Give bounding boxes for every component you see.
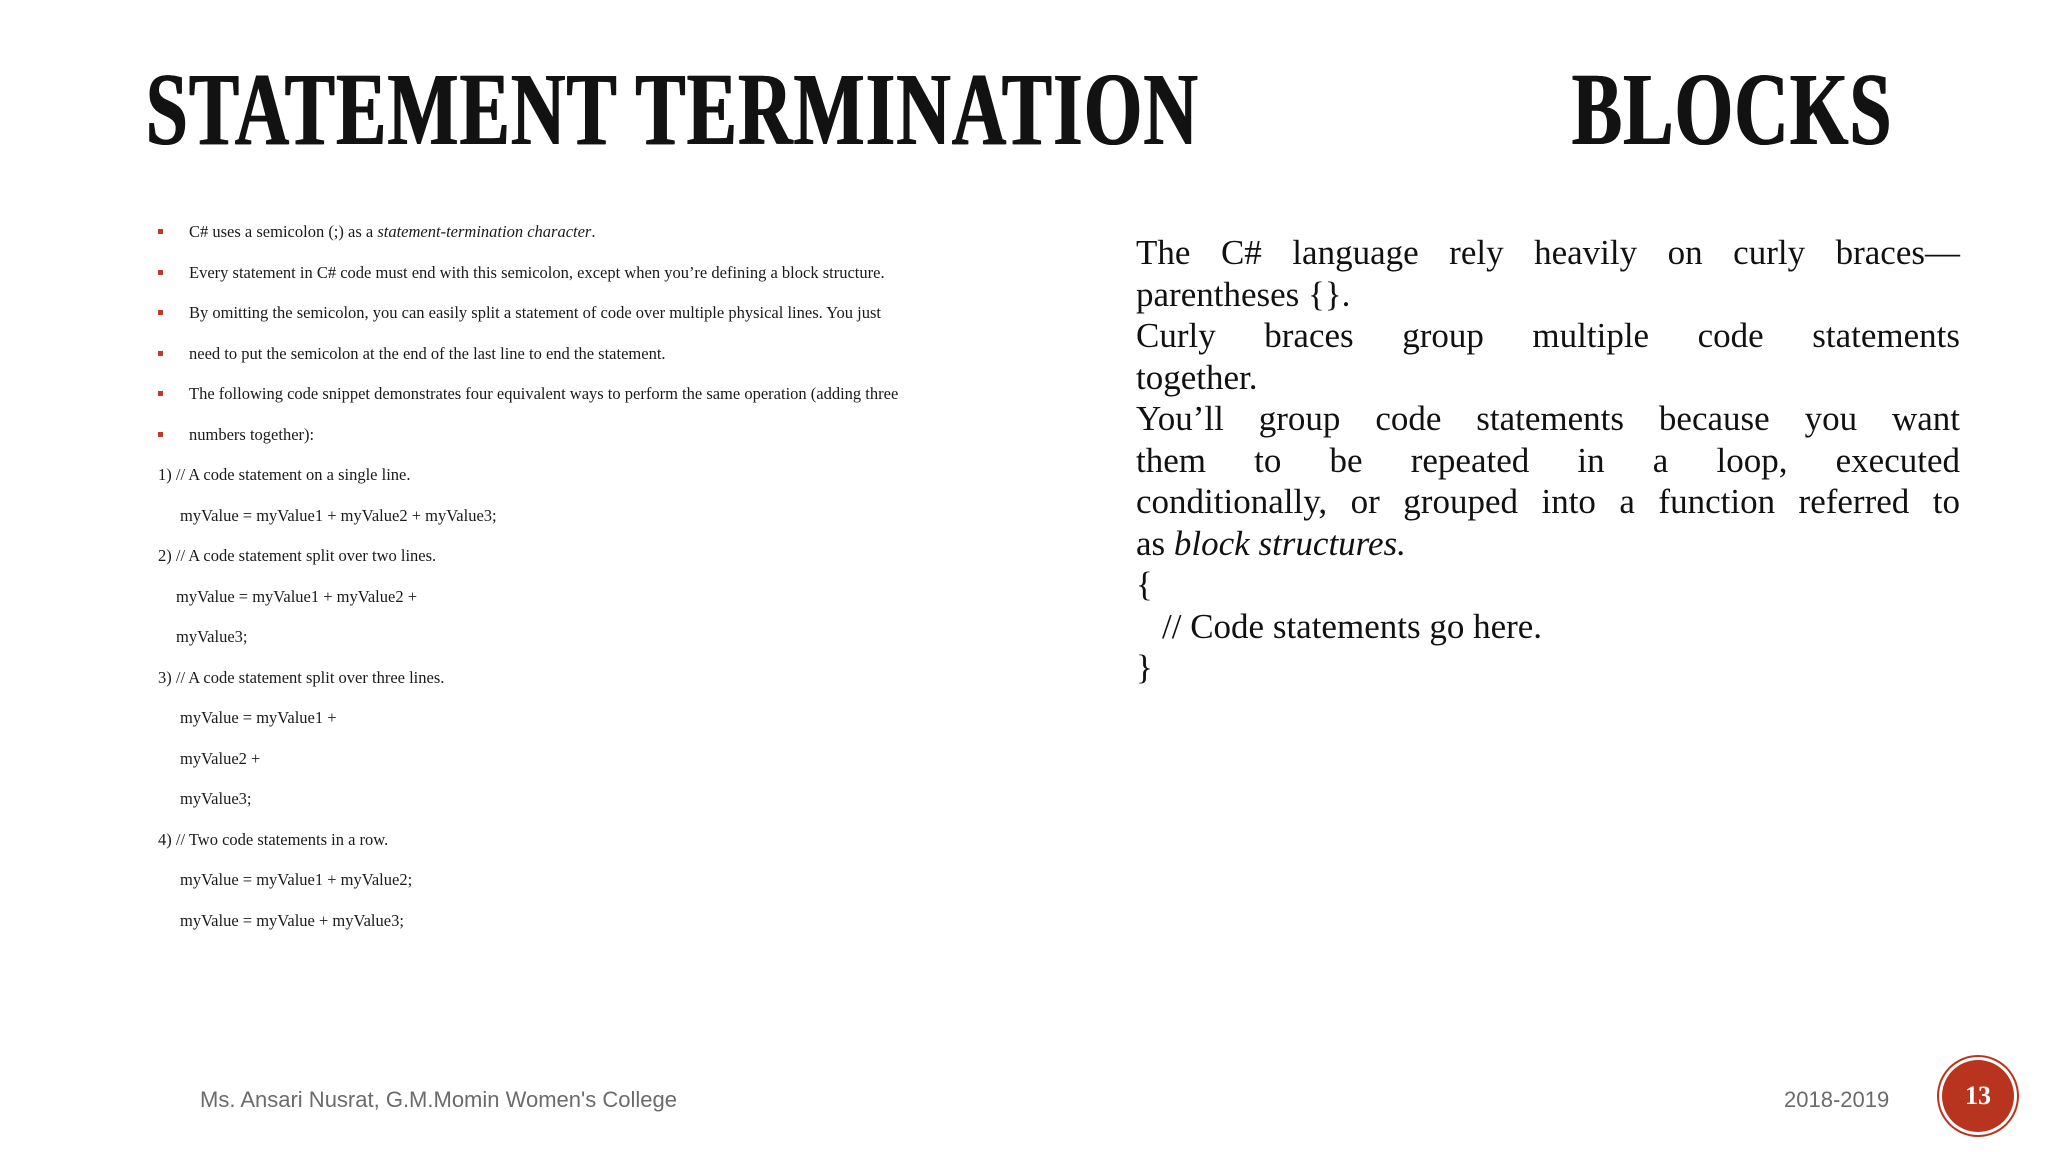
blocks-paragraph-line: The C# language rely heavily on curly braces—: [1136, 233, 1960, 272]
bullet-item: [158, 344, 1078, 385]
code-body-comment: // Code statements go here.: [1162, 606, 1543, 646]
code-line: myValue = myValue + myValue3;: [180, 910, 404, 930]
square-bullet-icon: [158, 391, 163, 396]
blocks-paragraph-line: together.: [1136, 357, 1258, 397]
square-bullet-icon: [158, 270, 163, 275]
page-number: 13: [1965, 1081, 1991, 1110]
bullet-item: [158, 425, 1078, 466]
footer-year: 2018-2019: [1784, 1087, 1890, 1112]
code-line: myValue3;: [176, 627, 248, 646]
code-line: myValue = myValue1 + myValue2 +: [176, 586, 417, 606]
right-column-content: [1136, 232, 1960, 689]
slide-title-statement-termination: STATEMENT TERMINATION: [146, 52, 1200, 167]
code-line: myValue = myValue1 + myValue2;: [180, 870, 413, 889]
bullet-item: [158, 263, 1078, 304]
page-number-badge: [1942, 1060, 2014, 1132]
bullet-item: [158, 303, 1078, 344]
code-comment-line: 2) // A code statement split over two lines.: [158, 546, 437, 565]
code-line: myValue = myValue1 +: [180, 708, 337, 727]
bullet-text: Every statement in C# code must end with this semicolon, except when you’re defining a block structure.: [189, 262, 885, 282]
blocks-paragraph-line: them to be repeated in a loop, executed: [1136, 440, 1960, 480]
code-line: myValue = myValue1 + myValue2 + myValue3;: [180, 505, 497, 525]
blocks-paragraph-line: [1136, 523, 1960, 565]
blocks-paragraph-line: parentheses {}.: [1136, 274, 1351, 314]
footer-author: Ms. Ansari Nusrat, G.M.Momin Women's College: [200, 1087, 677, 1112]
blocks-paragraph-line: You’ll group code statements because you want: [1136, 399, 1960, 438]
square-bullet-icon: [158, 310, 163, 315]
bullet-text: The following code snippet demonstrates four equivalent ways to perform the same operation (adding three: [189, 384, 899, 403]
blocks-text: as: [1136, 523, 1174, 563]
square-bullet-icon: [158, 432, 163, 437]
bullet-text: .: [591, 222, 596, 241]
code-comment-line: 1) // A code statement on a single line.: [158, 465, 411, 484]
blocks-paragraph-line: conditionally, or grouped into a function referred to: [1136, 482, 1960, 521]
bullet-text-italic: statement-termination character: [377, 222, 592, 241]
blocks-text-italic: block structures.: [1173, 523, 1406, 563]
code-close-brace: }: [1136, 648, 1153, 687]
bullet-item: [158, 222, 1078, 263]
code-open-brace: {: [1136, 565, 1153, 604]
bullet-text: need to put the semicolon at the end of the last line to end the statement.: [189, 343, 666, 363]
square-bullet-icon: [158, 229, 163, 234]
bullet-text: By omitting the semicolon, you can easily split a statement of code over multiple physical lines. You just: [189, 303, 881, 322]
bullet-item: [158, 384, 1078, 425]
square-bullet-icon: [158, 351, 163, 356]
code-line: myValue3;: [180, 789, 252, 808]
blocks-paragraph-line: Curly braces group multiple code statements: [1136, 316, 1960, 355]
slide-title-blocks: BLOCKS: [1572, 52, 1893, 167]
code-comment-line: 3) // A code statement split over three lines.: [158, 667, 445, 687]
bullet-text: C# uses a semicolon (;) as a: [189, 222, 378, 241]
code-line: myValue2 +: [180, 748, 261, 768]
code-comment-line: 4) // Two code statements in a row.: [158, 829, 389, 849]
bullet-text: numbers together):: [189, 424, 315, 444]
left-column-content: [158, 222, 1078, 951]
